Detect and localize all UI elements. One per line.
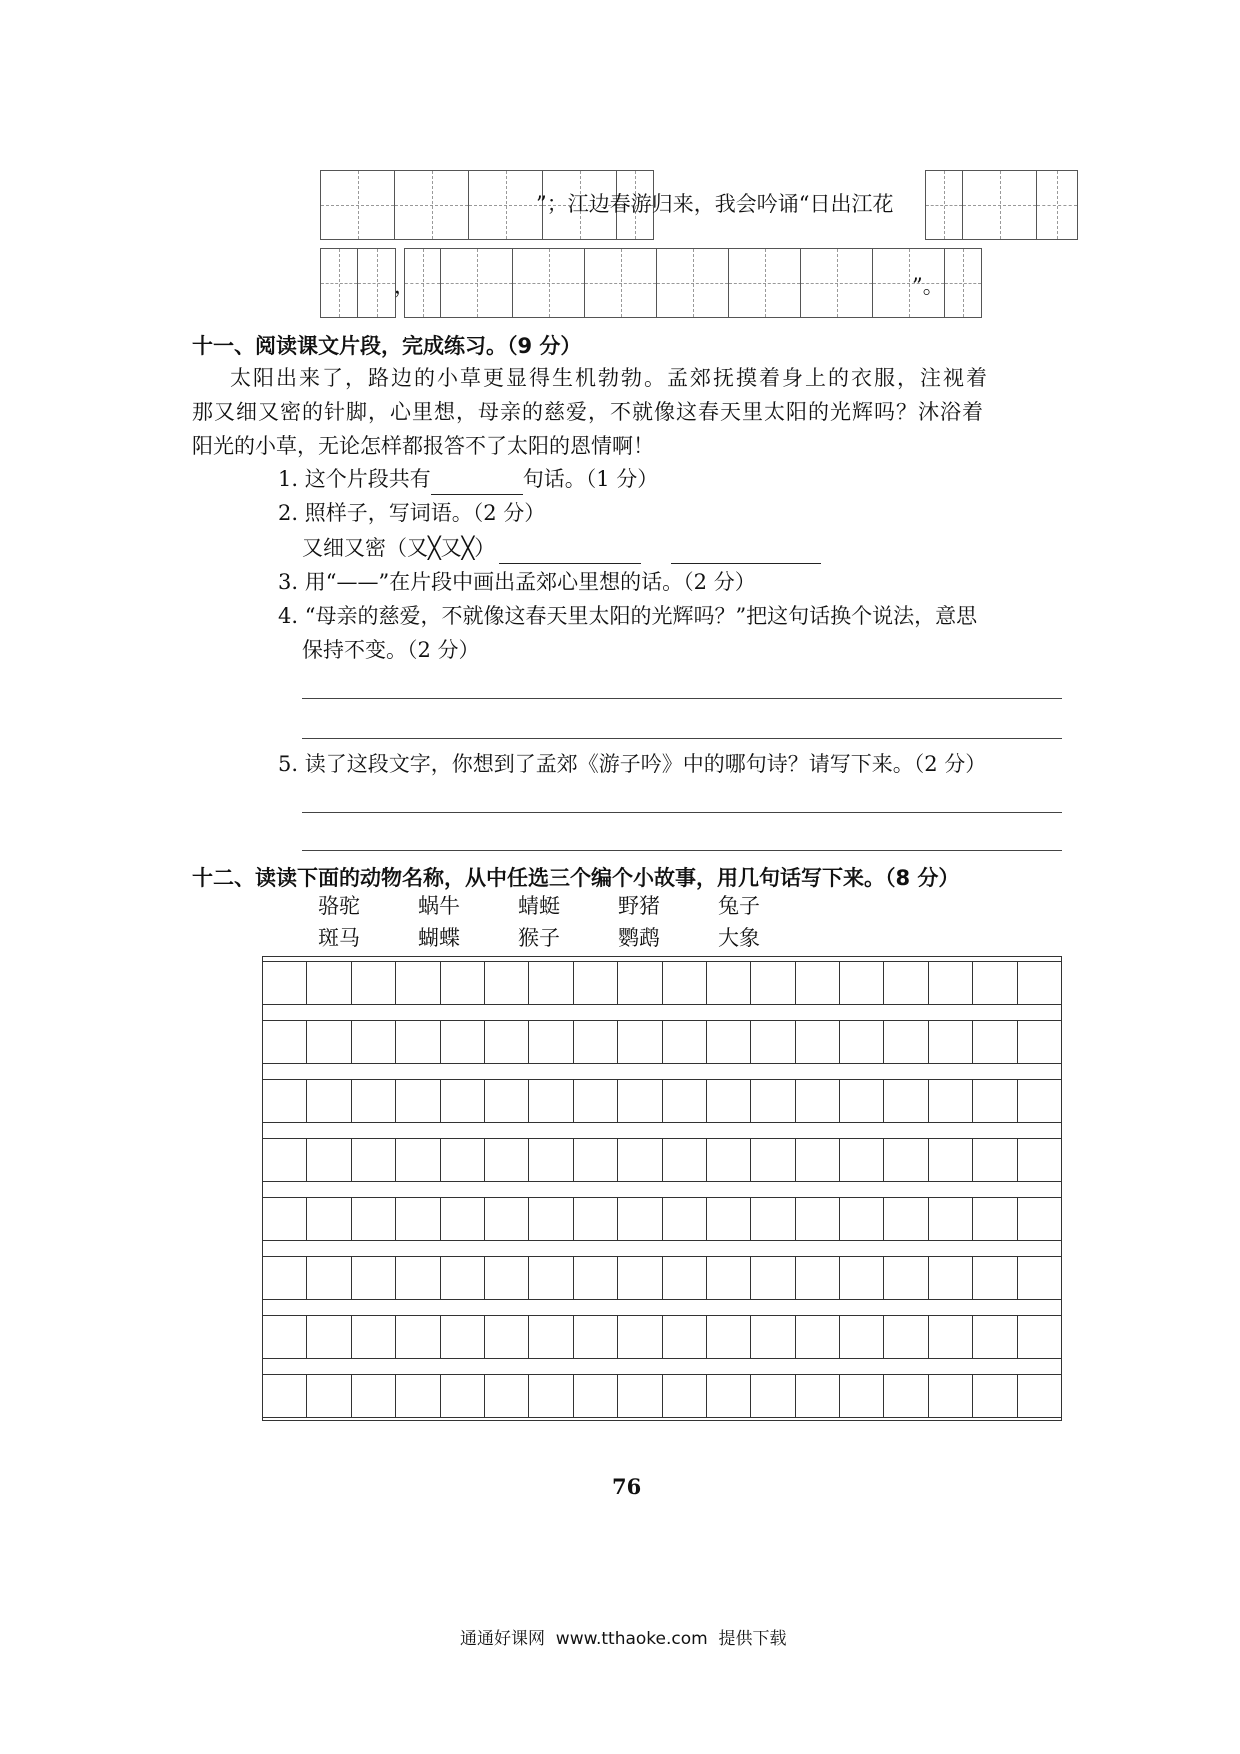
grid-cell[interactable] <box>929 962 973 1004</box>
animal-name: 蜗牛 <box>418 894 460 918</box>
grid-cell[interactable] <box>263 1080 307 1122</box>
grid-cell[interactable] <box>973 1198 1017 1240</box>
grid-cell[interactable] <box>574 1375 618 1417</box>
animal-name: 蝴蝶 <box>418 926 460 950</box>
grid-cell[interactable] <box>263 962 307 1004</box>
grid-cell[interactable] <box>529 1080 573 1122</box>
grid-cell[interactable] <box>929 1316 973 1358</box>
grid-cell[interactable] <box>1018 1316 1061 1358</box>
grid-cell[interactable] <box>840 1316 884 1358</box>
grid-cell[interactable] <box>352 1139 396 1181</box>
grid-cell[interactable] <box>574 1021 618 1063</box>
animal-name: 野猪 <box>618 894 660 918</box>
grid-cell[interactable] <box>307 1139 351 1181</box>
section11-heading: 十一、阅读课文片段，完成练习。（9 分） <box>192 334 582 358</box>
grid-cell[interactable] <box>840 1257 884 1299</box>
grid-cell[interactable] <box>663 1021 707 1063</box>
grid-cell[interactable] <box>929 1375 973 1417</box>
grid-cell[interactable] <box>1018 1080 1061 1122</box>
question-1-part-a: 1. 这个片段共有 <box>278 467 431 491</box>
grid-cell[interactable] <box>929 1139 973 1181</box>
grid-cell[interactable] <box>396 1139 440 1181</box>
grid-cell[interactable] <box>1018 962 1061 1004</box>
grid-cell[interactable] <box>751 1375 795 1417</box>
grid-cell[interactable] <box>1018 1375 1061 1417</box>
grid-cell[interactable] <box>485 1139 529 1181</box>
grid-cell[interactable] <box>618 1316 662 1358</box>
grid-cell[interactable] <box>1018 1257 1061 1299</box>
grid-cell[interactable] <box>352 962 396 1004</box>
animal-list-row-1 <box>318 890 818 922</box>
passage-line-2: 那又细又密的针脚，心里想，母亲的慈爱，不就像这春天里太阳的光辉吗？沐浴着 <box>192 400 984 424</box>
grid-cell[interactable] <box>396 1375 440 1417</box>
grid-cell[interactable] <box>263 1021 307 1063</box>
grid-row <box>263 1079 1061 1123</box>
question-4-line-2: 保持不变。（2 分） <box>302 638 480 662</box>
grid-cell[interactable] <box>263 1139 307 1181</box>
grid-cell[interactable] <box>396 1021 440 1063</box>
grid-cell[interactable] <box>574 1257 618 1299</box>
grid-cell[interactable] <box>307 962 351 1004</box>
grid-cell[interactable] <box>574 1198 618 1240</box>
grid-cell[interactable] <box>352 1021 396 1063</box>
grid-cell[interactable] <box>840 1198 884 1240</box>
grid-cell[interactable] <box>618 1375 662 1417</box>
grid-cell[interactable] <box>884 1198 928 1240</box>
grid-cell[interactable] <box>307 1080 351 1122</box>
grid-row <box>263 1315 1061 1359</box>
passage-line-3: 阳光的小草，无论怎样都报答不了太阳的恩情啊！ <box>192 434 654 458</box>
page-number: 76 <box>612 1474 642 1499</box>
grid-cell[interactable] <box>352 1198 396 1240</box>
grid-cell[interactable] <box>663 1316 707 1358</box>
grid-cell[interactable] <box>1018 1139 1061 1181</box>
grid-cell[interactable] <box>884 1021 928 1063</box>
grid-cell[interactable] <box>884 1257 928 1299</box>
grid-cell[interactable] <box>529 1316 573 1358</box>
grid-cell[interactable] <box>929 1257 973 1299</box>
grid-cell[interactable] <box>352 1257 396 1299</box>
grid-cell[interactable] <box>973 1316 1017 1358</box>
grid-cell[interactable] <box>485 1257 529 1299</box>
grid-cell[interactable] <box>485 1198 529 1240</box>
grid-cell[interactable] <box>840 1021 884 1063</box>
grid-cell[interactable] <box>618 1139 662 1181</box>
composition-grid[interactable] <box>262 956 1062 1421</box>
grid-row <box>263 1138 1061 1182</box>
grid-cell[interactable] <box>884 1139 928 1181</box>
grid-cell[interactable] <box>396 962 440 1004</box>
grid-cell[interactable] <box>1018 1198 1061 1240</box>
grid-cell[interactable] <box>441 1139 485 1181</box>
answer-line-q5-1[interactable] <box>302 812 1062 813</box>
grid-cell[interactable] <box>618 1080 662 1122</box>
grid-cell[interactable] <box>352 1080 396 1122</box>
grid-cell[interactable] <box>529 1139 573 1181</box>
grid-cell[interactable] <box>618 962 662 1004</box>
grid-cell[interactable] <box>396 1316 440 1358</box>
grid-cell[interactable] <box>973 1139 1017 1181</box>
grid-cell[interactable] <box>840 962 884 1004</box>
grid-cell[interactable] <box>751 1198 795 1240</box>
grid-cell[interactable] <box>663 1257 707 1299</box>
grid-cell[interactable] <box>663 962 707 1004</box>
grid-cell[interactable] <box>485 1080 529 1122</box>
grid-cell[interactable] <box>529 1021 573 1063</box>
animal-name: 兔子 <box>718 894 760 918</box>
question-4-line-1: 4. “母亲的慈爱，不就像这春天里太阳的光辉吗？”把这句话换个说法，意思 <box>278 604 978 628</box>
grid-cell[interactable] <box>574 1080 618 1122</box>
grid-cell[interactable] <box>929 1198 973 1240</box>
grid-cell[interactable] <box>663 1375 707 1417</box>
grid-cell[interactable] <box>485 1021 529 1063</box>
grid-cell[interactable] <box>751 1139 795 1181</box>
grid-cell[interactable] <box>707 962 751 1004</box>
animal-list-row-2 <box>318 922 818 954</box>
question-1-part-b: 句话。（1 分） <box>522 467 659 491</box>
grid-row <box>263 1197 1061 1241</box>
grid-cell[interactable] <box>884 962 928 1004</box>
word-blank-1[interactable] <box>499 539 641 564</box>
grid-cell[interactable] <box>307 1375 351 1417</box>
grid-cell[interactable] <box>707 1080 751 1122</box>
grid-cell[interactable] <box>707 1316 751 1358</box>
poem-comma: ， <box>394 274 415 298</box>
grid-cell[interactable] <box>529 1375 573 1417</box>
grid-cell[interactable] <box>973 1080 1017 1122</box>
grid-cell[interactable] <box>1018 1021 1061 1063</box>
grid-cell[interactable] <box>707 1021 751 1063</box>
grid-cell[interactable] <box>973 1375 1017 1417</box>
poem-box-4[interactable] <box>404 248 982 318</box>
animal-name: 骆驼 <box>318 894 360 918</box>
grid-cell[interactable] <box>352 1316 396 1358</box>
grid-cell[interactable] <box>884 1375 928 1417</box>
grid-cell[interactable] <box>574 1316 618 1358</box>
grid-cell[interactable] <box>796 1257 840 1299</box>
question-5: 5. 读了这段文字，你想到了孟郊《游子吟》中的哪句诗？请写下来。（2 分） <box>278 752 987 776</box>
answer-line-q4-1[interactable] <box>302 698 1062 699</box>
grid-cell[interactable] <box>529 1257 573 1299</box>
grid-cell[interactable] <box>884 1080 928 1122</box>
grid-cell[interactable] <box>663 1139 707 1181</box>
question-2-example <box>302 532 821 564</box>
section12-heading: 十二、读读下面的动物名称，从中任选三个编个小故事，用几句话写下来。（8 分） <box>192 866 960 890</box>
word-blank-2[interactable] <box>671 539 821 564</box>
poem-end-quote: ”。 <box>912 274 944 298</box>
question-2: 2. 照样子，写词语。（2 分） <box>278 501 546 525</box>
animal-name: 斑马 <box>318 926 360 950</box>
grid-cell[interactable] <box>796 1021 840 1063</box>
grid-cell[interactable] <box>929 1080 973 1122</box>
question-2-example-text: 又细又密（又╳又╳） <box>302 536 496 560</box>
grid-cell[interactable] <box>307 1198 351 1240</box>
grid-cell[interactable] <box>796 1375 840 1417</box>
grid-cell[interactable] <box>396 1080 440 1122</box>
grid-cell[interactable] <box>796 1080 840 1122</box>
grid-cell[interactable] <box>840 1375 884 1417</box>
grid-cell[interactable] <box>618 1021 662 1063</box>
animal-name: 猴子 <box>518 926 560 950</box>
grid-cell[interactable] <box>263 1316 307 1358</box>
grid-cell[interactable] <box>441 1021 485 1063</box>
grid-cell[interactable] <box>618 1198 662 1240</box>
grid-cell[interactable] <box>396 1198 440 1240</box>
grid-row <box>263 1020 1061 1064</box>
grid-cell[interactable] <box>529 1198 573 1240</box>
grid-cell[interactable] <box>263 1198 307 1240</box>
grid-cell[interactable] <box>441 1198 485 1240</box>
answer-line-q4-2[interactable] <box>302 738 1062 739</box>
animal-name: 大象 <box>718 926 760 950</box>
grid-cell[interactable] <box>796 1316 840 1358</box>
grid-row <box>263 961 1061 1005</box>
grid-cell[interactable] <box>307 1257 351 1299</box>
grid-cell[interactable] <box>485 1375 529 1417</box>
grid-cell[interactable] <box>441 1375 485 1417</box>
grid-cell[interactable] <box>263 1257 307 1299</box>
grid-cell[interactable] <box>574 1139 618 1181</box>
poem-box-2[interactable] <box>925 170 1078 240</box>
grid-cell[interactable] <box>352 1375 396 1417</box>
footer-credit: 通通好课网 www.tthaoke.com 提供下载 <box>460 1629 787 1649</box>
passage-line-1: 太阳出来了，路边的小草更显得生机勃勃。孟郊抚摸着身上的衣服，注视着 <box>230 366 989 390</box>
poem-line1-text: ”；江边春游归来，我会吟诵“日出江花 <box>536 192 894 216</box>
grid-cell[interactable] <box>751 1080 795 1122</box>
grid-cell[interactable] <box>707 1139 751 1181</box>
grid-cell[interactable] <box>485 962 529 1004</box>
grid-cell[interactable] <box>663 1198 707 1240</box>
grid-cell[interactable] <box>796 962 840 1004</box>
grid-cell[interactable] <box>751 1257 795 1299</box>
grid-cell[interactable] <box>751 1021 795 1063</box>
grid-cell[interactable] <box>707 1375 751 1417</box>
poem-box-3[interactable] <box>320 248 396 318</box>
grid-row <box>263 1256 1061 1300</box>
grid-cell[interactable] <box>529 962 573 1004</box>
grid-cell[interactable] <box>796 1198 840 1240</box>
grid-cell[interactable] <box>618 1257 662 1299</box>
grid-cell[interactable] <box>574 962 618 1004</box>
question-1 <box>278 463 658 495</box>
grid-cell[interactable] <box>263 1375 307 1417</box>
grid-cell[interactable] <box>707 1257 751 1299</box>
grid-cell[interactable] <box>884 1316 928 1358</box>
grid-cell[interactable] <box>973 962 1017 1004</box>
grid-cell[interactable] <box>840 1080 884 1122</box>
question-3: 3. 用“——”在片段中画出孟郊心里想的话。（2 分） <box>278 570 756 594</box>
animal-name: 蜻蜓 <box>518 894 560 918</box>
grid-cell[interactable] <box>441 1316 485 1358</box>
animal-name: 鹦鹉 <box>618 926 660 950</box>
grid-cell[interactable] <box>396 1257 440 1299</box>
grid-cell[interactable] <box>441 1257 485 1299</box>
grid-cell[interactable] <box>485 1316 529 1358</box>
grid-cell[interactable] <box>973 1257 1017 1299</box>
sentence-count-blank[interactable] <box>431 468 523 495</box>
answer-line-q5-2[interactable] <box>302 850 1062 851</box>
grid-cell[interactable] <box>441 1080 485 1122</box>
grid-cell[interactable] <box>973 1021 1017 1063</box>
grid-cell[interactable] <box>751 962 795 1004</box>
grid-row <box>263 1374 1061 1418</box>
grid-cell[interactable] <box>441 962 485 1004</box>
grid-cell[interactable] <box>307 1316 351 1358</box>
grid-cell[interactable] <box>751 1316 795 1358</box>
grid-cell[interactable] <box>796 1139 840 1181</box>
grid-cell[interactable] <box>929 1021 973 1063</box>
grid-cell[interactable] <box>307 1021 351 1063</box>
grid-cell[interactable] <box>707 1198 751 1240</box>
grid-cell[interactable] <box>663 1080 707 1122</box>
grid-cell[interactable] <box>840 1139 884 1181</box>
